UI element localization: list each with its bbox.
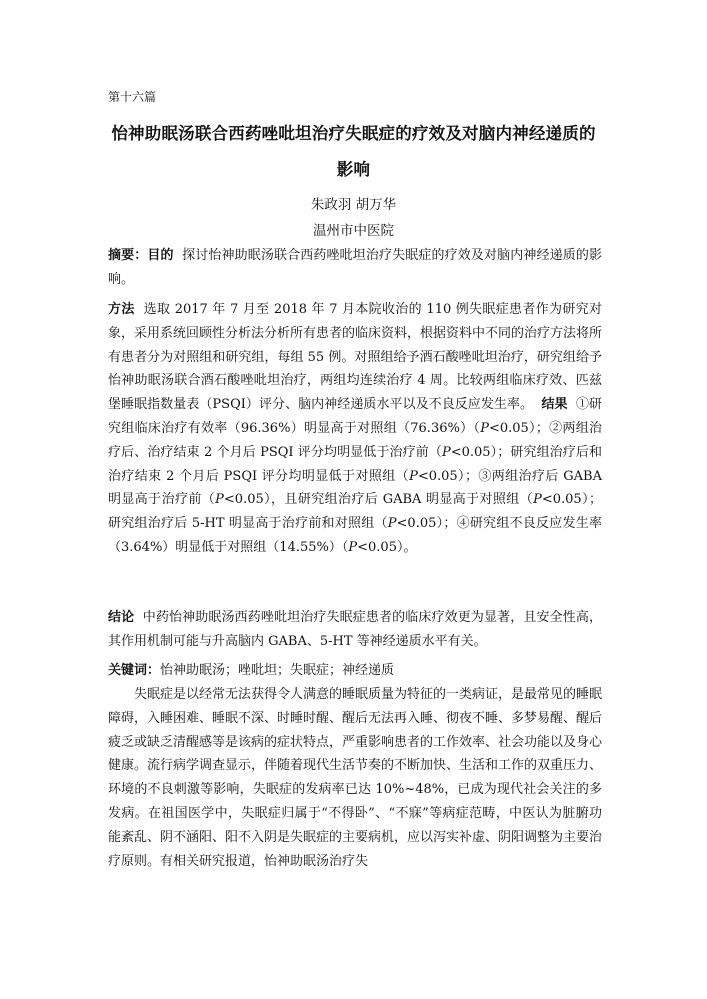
conclusion-label: 结论	[108, 610, 135, 625]
p-value-symbol: P	[409, 468, 418, 484]
paper-title-line2: 影响	[336, 160, 371, 179]
purpose-text: 探讨怡神助眠汤联合西药唑吡坦治疗失眠症的疗效及对脑内神经递质的影响。	[108, 248, 602, 287]
p-value-symbol: P	[480, 420, 489, 436]
p-value-symbol: P	[348, 539, 358, 555]
authors: 朱政羽 胡万华	[310, 197, 397, 213]
results-label: 结果	[541, 397, 568, 413]
abstract-label: 摘要：	[108, 248, 148, 263]
purpose-label: 目的	[147, 248, 174, 263]
conclusion-text: 中药怡神助眠汤西药唑吡坦治疗失眠症患者的临床疗效更为显著，且安全性高，其作用机制可能与升高脑内 GABA、5-HT 等神经递质水平有关。	[108, 610, 602, 649]
abstract-methods-results	[108, 298, 602, 560]
affiliation: 温州市中医院	[313, 223, 394, 239]
keywords	[108, 659, 602, 683]
results-text: ①研究组临床治疗有效率（96.36%）明显高于对照组（76.36%）（P<0.05）；②两组治疗后、治疗结束 2 个月后 PSQI 评分均明显低于治疗前（P<0.05）；研究组治疗后和治疗结束 2 个月后 PSQI 评分均明显低于对照组（P<0.05）；③两组治疗后 GABA 明显高于治疗前（P<0.05），且研究组治疗后 GABA 明显高于对照组（P<0.05）；研究组治疗后 5-HT 明显高于治疗前和对照组（P<0.05）；④研究组不良反应发生率（3.64%）明显低于对照组（14.55%）（P<0.05）。	[108, 397, 603, 555]
p-value-symbol: P	[215, 492, 224, 508]
p-value-symbol: P	[441, 444, 451, 460]
section-label: 第十六篇	[108, 90, 157, 104]
intro-paragraph: 失眠症是以经常无法获得令人满意的睡眠质量为特征的一类病证，是最常见的睡眠障碍，入睡困难、睡眠不深、时睡时醒、醒后无法再入睡、彻夜不睡、多梦易醒、醒后疲乏或缺乏清醒感等是该病的症状特点，严重影响患者的工作效率、社会功能以及身心健康。流行病学调查显示，伴随着现代生活节奏的不断加快、生活和工作的双重压力、环境的不良刺激等影响，失眠症的发病率已达 10%~48%，已成为现代社会关注的多发病。在祖国医学中，失眠症归属于“不得卧”、“不寐”等病症范畴，中医认为脏腑功能紊乱、阴不涵阳、阳不入阴是失眠症的主要病机，应以泻实补虚、阴阳调整为主要治疗原则。有相关研究报道，怡神助眠汤治疗失	[108, 687, 603, 869]
abstract-conclusion	[108, 606, 602, 654]
p-value-symbol: P	[387, 516, 397, 532]
methods-label: 方法	[108, 302, 135, 317]
p-value-symbol: P	[533, 492, 542, 508]
methods-text: 选取 2017 年 7 月至 2018 年 7 月本院收治的 110 例失眠症患者作为研究对象，采用系统回顾性分析法分析所有患者的临床资料，根据资料中不同的治疗方法将所有患者分为对照组和研究组，每组 55 例。对照组给予酒石酸唑吡坦治疗，研究组给予怡神助眠汤联合酒石酸唑吡坦治疗，两组均连续治疗 4 周。比较两组临床疗效、匹兹堡睡眠指数量表（PSQI）评分、脑内神经递质水平以及不良反应发生率。	[108, 302, 603, 413]
intro-section	[108, 683, 602, 873]
abstract-purpose	[108, 244, 602, 292]
paper-title-line1: 怡神助眠汤联合西药唑吡坦治疗失眠症的疗效及对脑内神经递质的	[111, 124, 596, 143]
keywords-text: 怡神助眠汤；唑吡坦；失眠症；神经递质	[160, 663, 395, 678]
keywords-label: 关键词：	[108, 663, 161, 678]
